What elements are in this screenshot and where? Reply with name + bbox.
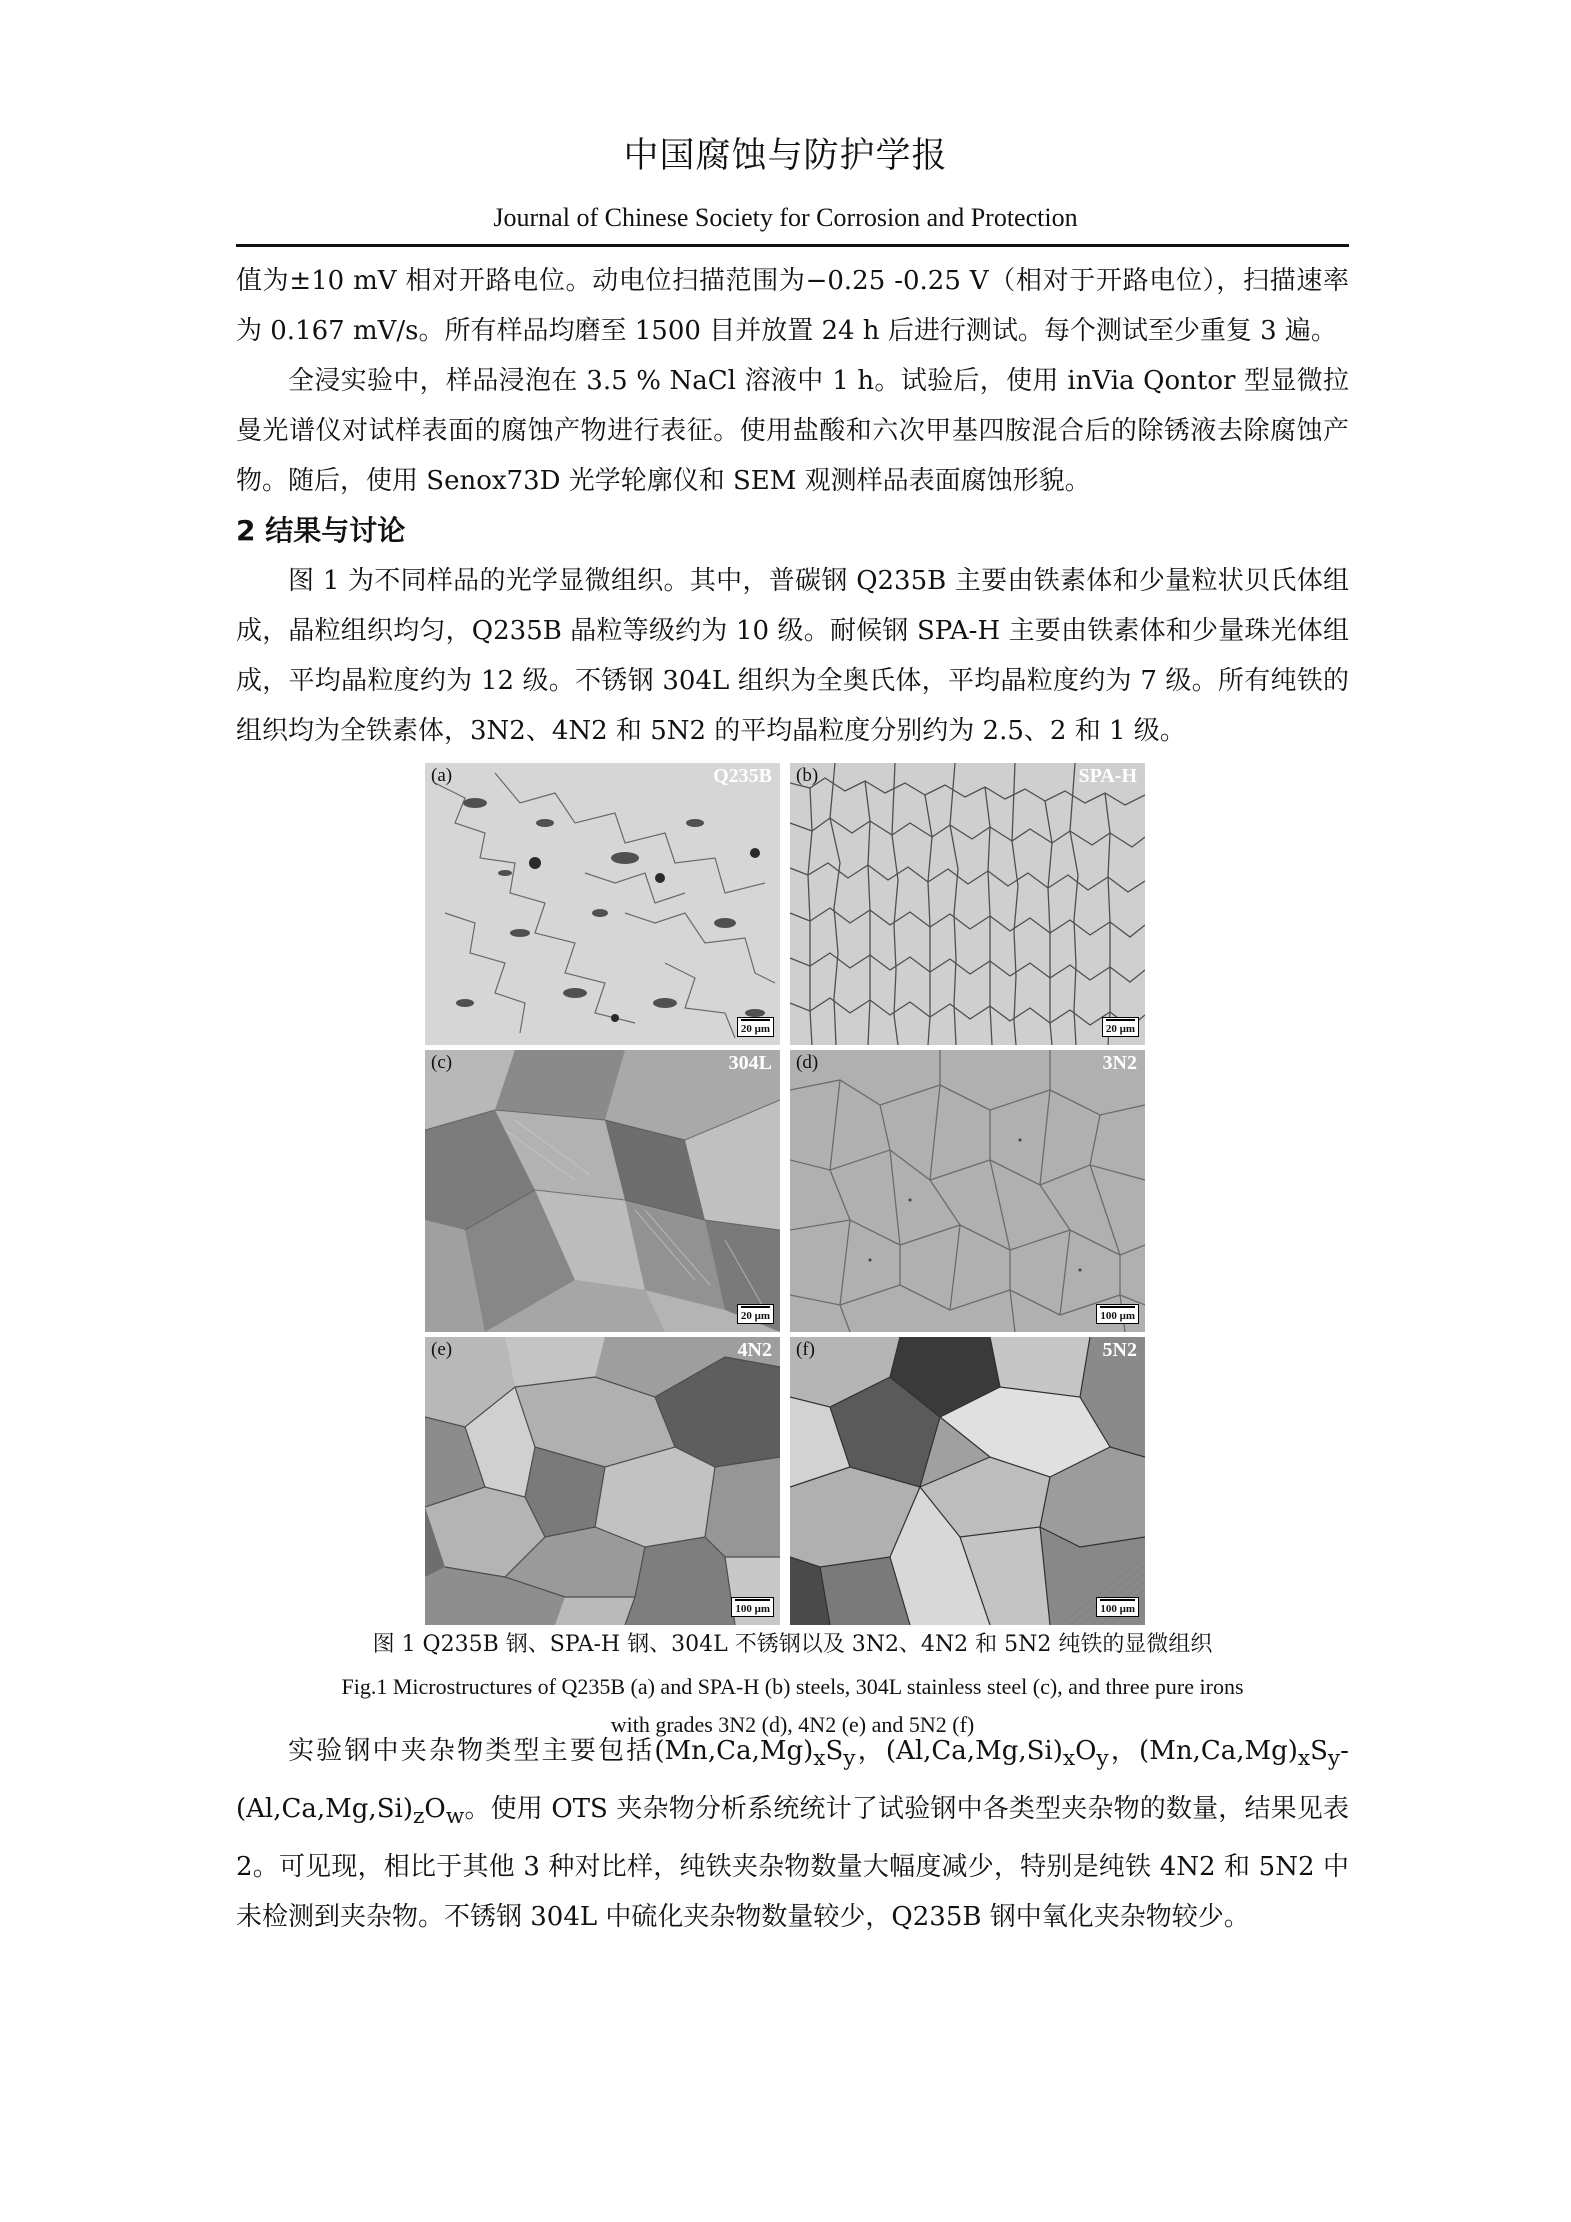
paragraph-4-intro: 实验钢中夹杂物类型主要包括: [288, 1736, 655, 1766]
panel-name-b: SPA-H: [1078, 765, 1137, 787]
formula-3: $(Mn,Ca,Mg)_xS_y-(Al,Ca,Mg,Si)_zO_w$: [236, 1736, 1349, 1830]
panel-name-e: 4N2: [737, 1339, 772, 1361]
panel-name-d: 3N2: [1102, 1052, 1137, 1074]
panel-label-b: (b): [796, 765, 819, 786]
scale-bar-a: 20 μm: [737, 1017, 774, 1037]
scale-bar-e: 100 μm: [731, 1597, 774, 1617]
micrograph-b: [790, 763, 1145, 1045]
panel-label-e: (e): [431, 1339, 453, 1360]
micrograph-f-image: [790, 1337, 1145, 1625]
figure-caption-cn: 图 1 Q235B 钢、SPA-H 钢、304L 不锈钢以及 3N2、4N2 和 5N2 纯铁的显微组织: [372, 1632, 1213, 1657]
formula-2: $(Al,Ca,Mg,Si)_xO_y$: [885, 1736, 1109, 1772]
panel-name-a: Q235B: [713, 765, 772, 787]
micrograph-a: [425, 763, 780, 1045]
journal-title-en: Journal of Chinese Society for Corrosion and Protection: [493, 203, 1078, 232]
journal-title-cn: 中国腐蚀与防护学报: [623, 136, 948, 176]
panel-name-f: 5N2: [1102, 1339, 1137, 1361]
panel-label-c: (c): [431, 1052, 453, 1073]
formula-1: $(Mn,Ca,Mg)_xS_y$: [654, 1736, 856, 1772]
figure-1: [425, 763, 1145, 1625]
micrograph-c-image: [425, 1050, 780, 1332]
body-text-bottom: [236, 1726, 1349, 1942]
header-rule: [236, 244, 1349, 247]
micrograph-a-image: [425, 763, 780, 1045]
micrograph-b-image: [790, 763, 1145, 1045]
micrograph-e: [425, 1337, 780, 1625]
panel-label-a: (a): [431, 765, 453, 786]
paragraph-3: 图 1 为不同样品的光学显微组织。其中，普碳钢 Q235B 主要由铁素体和少量粒状贝氏体组成，晶粒组织均匀，Q235B 晶粒等级约为 10 级。耐候钢 SPA-H 主要由铁素体和少量珠光体组成，平均晶粒度约为 12 级。不锈钢 304L 组织为全奥氏体，平均晶粒度约为 7 级。所有纯铁的组织均为全铁素体，3N2、4N2 和 5N2 的平均晶粒度分别约为 2.5、2 和 1 级。: [236, 566, 1349, 746]
scale-bar-b: 20 μm: [1102, 1017, 1139, 1037]
figure-caption-en-line-1: Fig.1 Microstructures of Q235B (a) and SPA-H (b) steels, 304L stainless steel (c), and three pure irons: [341, 1674, 1244, 1699]
section-heading: 2 结果与讨论: [236, 514, 406, 547]
micrograph-c: [425, 1050, 780, 1332]
micrograph-e-image: [425, 1337, 780, 1625]
scale-bar-c: 20 μm: [737, 1304, 774, 1324]
micrograph-f: [790, 1337, 1145, 1625]
body-text-top: [236, 256, 1349, 756]
scale-bar-d: 100 μm: [1096, 1304, 1139, 1324]
paragraph-2: 全浸实验中，样品浸泡在 3.5 % NaCl 溶液中 1 h。试验后，使用 inVia Qontor 型显微拉曼光谱仪对试样表面的腐蚀产物进行表征。使用盐酸和六次甲基四胺混合后的除锈液去除腐蚀产物。随后，使用 Senox73D 光学轮廓仪和 SEM 观测样品表面腐蚀形貌。: [236, 366, 1349, 496]
scale-bar-f: 100 μm: [1096, 1597, 1139, 1617]
panel-label-f: (f): [796, 1339, 815, 1360]
micrograph-d: [790, 1050, 1145, 1332]
figure-caption-en-line-2: with grades 3N2 (d), 4N2 (e) and 5N2 (f): [610, 1712, 975, 1737]
paragraph-4-rest: 。使用 OTS 夹杂物分析系统统计了试验钢中各类型夹杂物的数量，结果见表 2。可见现，相比于其他 3 种对比样，纯铁夹杂物数量大幅度减少，特别是纯铁 4N2 和 5N2 中未检测到夹杂物。不锈钢 304L 中硫化夹杂物数量较少，Q235B 钢中氧化夹杂物较少。: [236, 1794, 1349, 1933]
panel-name-c: 304L: [728, 1052, 772, 1074]
paragraph-1: 值为±10 mV 相对开路电位。动电位扫描范围为−0.25 -0.25 V（相对于开路电位），扫描速率为 0.167 mV/s。所有样品均磨至 1500 目并放置 24 h 后进行测试。每个测试至少重复 3 遍。: [236, 266, 1349, 346]
micrograph-d-image: [790, 1050, 1145, 1332]
paragraph-4: 实验钢中夹杂物类型主要包括$(Mn,Ca,Mg)_xS_y$，$(Al,Ca,Mg,Si)_xO_y$，$(Mn,Ca,Mg)_xS_y-(Al,Ca,Mg,Si)_zO_w$。使用 OTS 夹杂物分析系统统计了试验钢中各类型夹杂物的数量，结果见表 2。可见现，相比于其他 3 种对比样，纯铁夹杂物数量大幅度减少，特别是纯铁 4N2 和 5N2 中未检测到夹杂物。不锈钢 304L 中硫化夹杂物数量较少，Q235B 钢中氧化夹杂物较少。: [236, 1736, 1349, 1933]
panel-label-d: (d): [796, 1052, 819, 1073]
